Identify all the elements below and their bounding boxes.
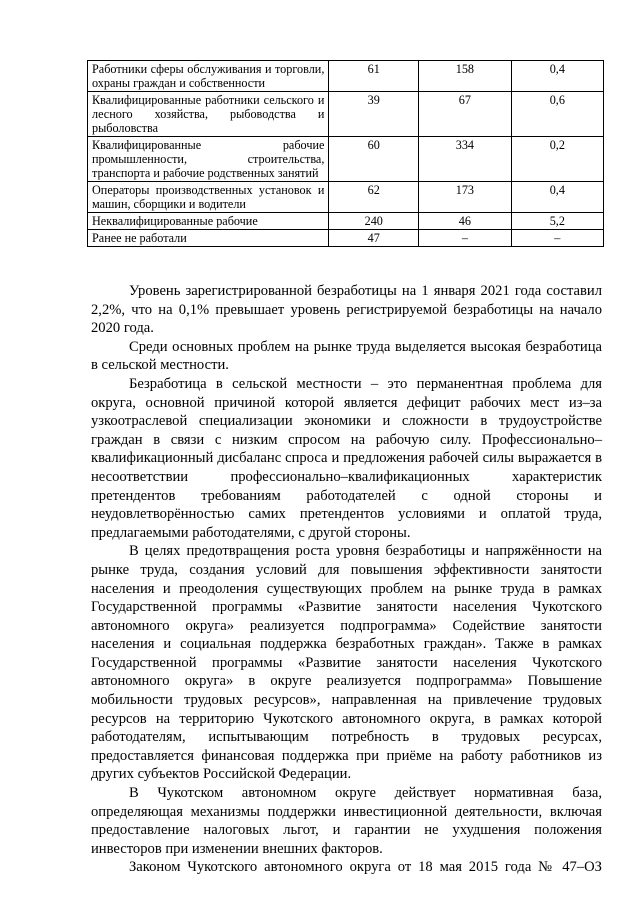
table-row (88, 213, 604, 230)
occupation-table (87, 60, 604, 247)
table-cell-value: 158 (419, 61, 512, 92)
table-cell-label: Операторы производственных установок и машин, сборщики и водители (88, 182, 329, 213)
table-cell-value: 62 (329, 182, 419, 213)
table-cell-value: 67 (419, 92, 512, 137)
table-cell-value: 0,6 (511, 92, 603, 137)
body-text (91, 282, 602, 877)
table-cell-value: 47 (329, 230, 419, 247)
table-cell-label: Неквалифицированные рабочие (88, 213, 329, 230)
table-cell-value: 240 (329, 213, 419, 230)
paragraph: Среди основных проблем на рынке труда выделяется высокая безработица в сельской местности. (91, 338, 602, 374)
table-cell-value: 0,4 (511, 182, 603, 213)
table-cell-value: 173 (419, 182, 512, 213)
table-cell-value: 39 (329, 92, 419, 137)
table-cell-label: Квалифицированные рабочие промышленности, строительства, транспорта и рабочие родственных занятий (88, 137, 329, 182)
paragraph: Законом Чукотского автономного округа от 18 мая 2015 года № 47–ОЗ (129, 859, 602, 876)
table-cell-value: 0,4 (511, 61, 603, 92)
table-cell-value: 61 (329, 61, 419, 92)
paragraph: Безработица в сельской местности – это перманентная проблема для округа, основной причиной которой является дефицит рабочих мест из–за узкоотраслевой специализации экономики и сложности в трудоустройстве граждан в связи с низким спросом на рабочую силу. Профессионально–квалификационный дисбаланс спроса и предложения рабочей силы выражается в несоответствии профессионально–квалификационных характеристик претендентов требованиям работодателей с одной стороны и неудовлетворённостью самих претендентов условиями и оплатой труда, предлагаемыми работодателями, с другой стороны. (91, 375, 602, 541)
table-row (88, 61, 604, 92)
paragraph: Уровень зарегистрированной безработицы на 1 января 2021 года составил 2,2%, что на 0,1% превышает уровень регистрируемой безработицы на начало 2020 года. (91, 283, 602, 337)
table-row (88, 137, 604, 182)
table-cell-label: Работники сферы обслуживания и торговли, охраны граждан и собственности (88, 61, 329, 92)
paragraph: В Чукотском автономном округе действует нормативная база, определяющая механизмы поддержки инвестиционной деятельности, включая предоставление налоговых льгот, и гарантии не ухудшения положения инвесторов при изменении внешних факторов. (91, 785, 602, 857)
table-cell-value: – (511, 230, 603, 247)
table-cell-value: 0,2 (511, 137, 603, 182)
table-cell-label: Квалифицированные работники сельского и лесного хозяйства, рыбоводства и рыболовства (88, 92, 329, 137)
table-cell-value: 334 (419, 137, 512, 182)
table-row (88, 230, 604, 247)
table-cell-value: 46 (419, 213, 512, 230)
table-cell-value: 60 (329, 137, 419, 182)
table-cell-value: – (419, 230, 512, 247)
table-row (88, 92, 604, 137)
table-cell-label: Ранее не работали (88, 230, 329, 247)
paragraph: В целях предотвращения роста уровня безработицы и напряжённости на рынке труда, создания условий для повышения эффективности занятости населения и преодоления существующих проблем на рынке труда в рамках Государственной программы «Развитие занятости населения Чукотского автономного округа» реализуется подпрограмма» Содействие занятости населения и социальная поддержка безработных граждан». Также в рамках Государственной программы «Развитие занятости населения Чукотского автономного округа» в округе реализуется подпрограмма» Повышение мобильности трудовых ресурсов», направленная на привлечение трудовых ресурсов на территорию Чукотского автономного округа, в рамках которой работодателям, испытывающим потребность в трудовых ресурсах, предоставляется финансовая поддержка при приёме на работу работников из других субъектов Российской Федерации. (91, 543, 602, 783)
table-cell-value: 5,2 (511, 213, 603, 230)
table-row (88, 182, 604, 213)
